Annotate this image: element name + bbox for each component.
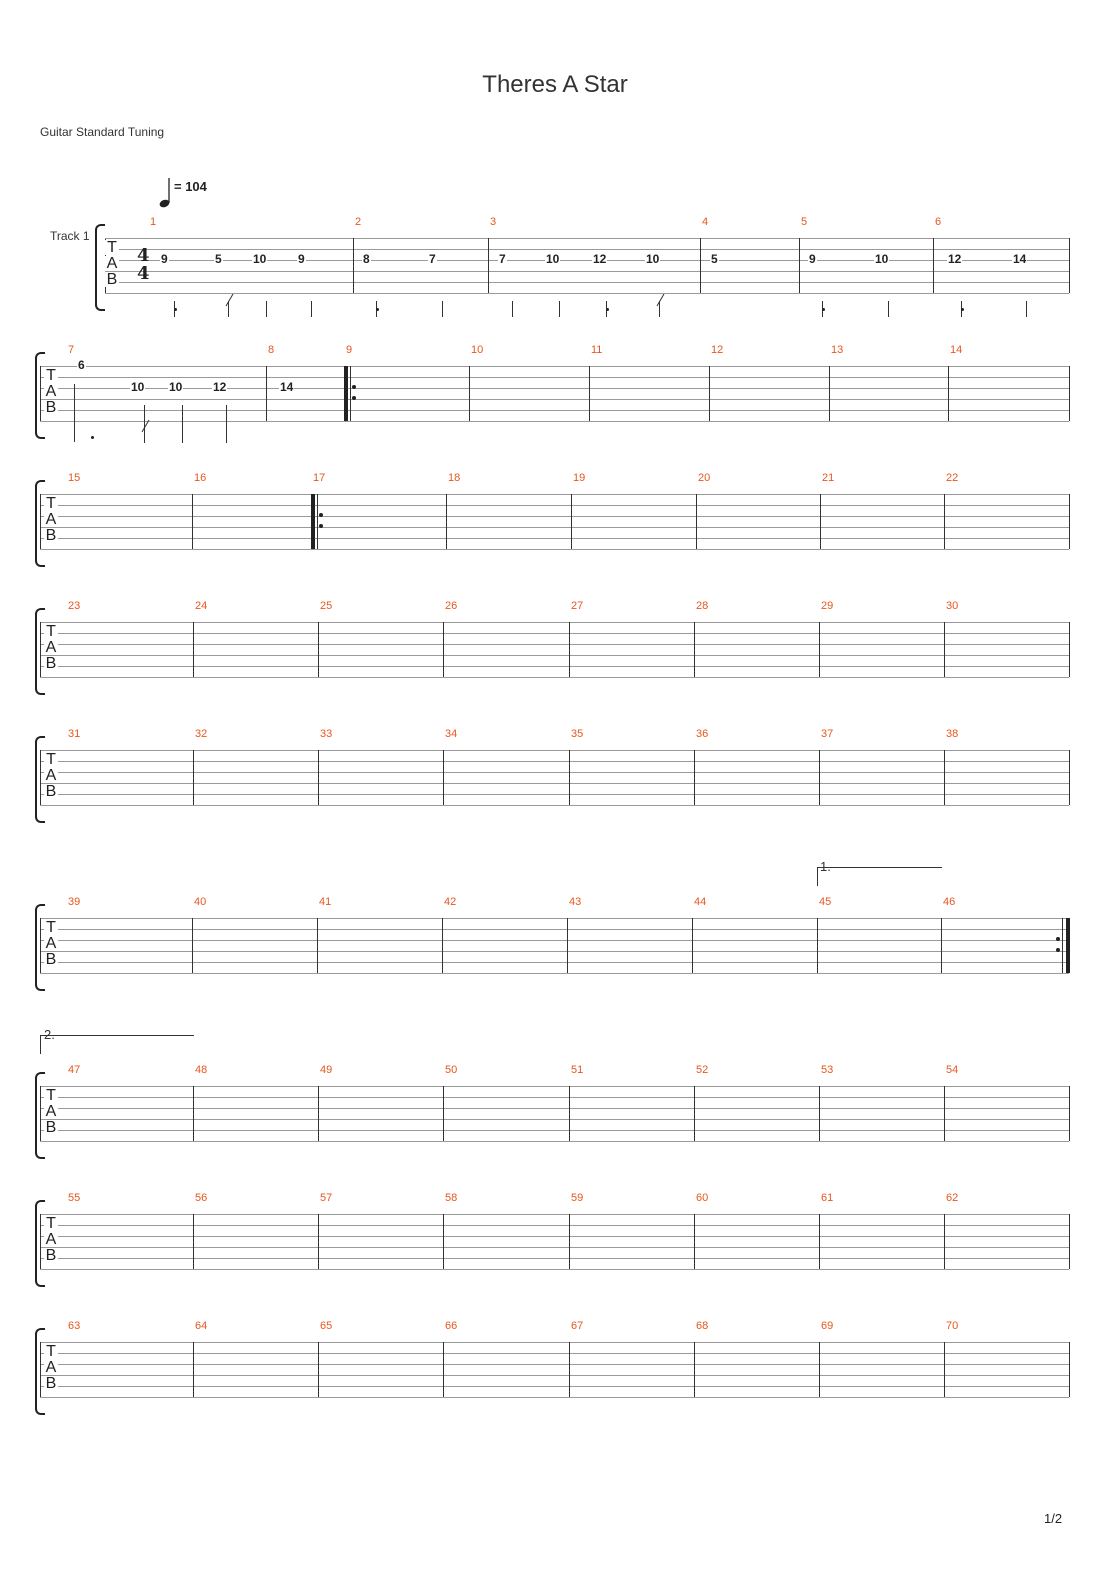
tab-clef-letter: B	[45, 1119, 57, 1136]
fret-number: 6	[78, 358, 85, 372]
tab-string	[40, 929, 1069, 930]
measure-number: 13	[831, 344, 844, 356]
measure-number: 60	[696, 1192, 709, 1204]
measure-barline	[317, 918, 318, 973]
time-signature-bottom: 4	[137, 263, 150, 284]
measure-number: 40	[194, 896, 207, 908]
measure-barline	[709, 366, 710, 421]
tab-clef-letter: B	[45, 1247, 57, 1264]
tab-clef-letter: B	[45, 783, 57, 800]
fret-number: 10	[253, 252, 267, 266]
measure-number: 42	[444, 896, 457, 908]
tab-string	[40, 1258, 1069, 1259]
time-signature-top: 4	[137, 245, 150, 266]
fret-number: 5	[711, 252, 718, 266]
volta-label-2: 2.	[44, 1027, 55, 1042]
tab-clef-letter: B	[45, 951, 57, 968]
measure-number: 18	[448, 472, 461, 484]
system-brace	[95, 224, 105, 311]
measure-barline	[692, 918, 693, 973]
tab-string	[40, 1397, 1069, 1398]
measure-barline	[443, 1214, 444, 1269]
tab-string	[40, 655, 1069, 656]
system-end-barline	[1069, 622, 1070, 677]
measure-barline	[819, 1342, 820, 1397]
measure-barline	[193, 1086, 194, 1141]
tab-string	[40, 527, 1069, 528]
measure-number: 1	[150, 216, 157, 228]
measure-number: 69	[821, 1320, 834, 1332]
fret-number: 8	[363, 252, 370, 266]
measure-barline	[569, 1086, 570, 1141]
volta-label-1: 1.	[820, 859, 831, 874]
tab-string	[40, 421, 1069, 422]
tab-clef-letter: A	[45, 1103, 57, 1120]
tab-clef-letter: T	[44, 920, 58, 935]
measure-number: 21	[822, 472, 835, 484]
measure-number: 15	[68, 472, 81, 484]
tab-clef-letter: B	[45, 1375, 57, 1392]
measure-number: 38	[946, 728, 959, 740]
measure-number: 2	[355, 216, 362, 228]
fret-number: 5	[215, 252, 222, 266]
tab-clef-letter: T	[44, 1344, 58, 1359]
measure-number: 58	[445, 1192, 458, 1204]
measure-number: 5	[801, 216, 808, 228]
note-flag	[226, 294, 234, 307]
measure-number: 6	[935, 216, 942, 228]
measure-number: 64	[195, 1320, 208, 1332]
measure-barline	[40, 622, 41, 677]
tab-clef-letter: B	[106, 271, 118, 288]
system-end-barline	[1069, 366, 1070, 421]
system-end-barline	[1069, 750, 1070, 805]
page-title: Theres A Star	[482, 71, 628, 98]
tab-string	[40, 794, 1069, 795]
tab-string	[40, 940, 1069, 941]
measure-barline	[700, 238, 701, 293]
repeat-start-thin-bar	[317, 494, 318, 549]
tab-clef-letter: T	[44, 1216, 58, 1231]
measure-number: 4	[702, 216, 709, 228]
fret-number: 10	[875, 252, 889, 266]
measure-barline	[443, 1086, 444, 1141]
measure-number: 43	[569, 896, 582, 908]
measure-barline	[694, 1214, 695, 1269]
measure-number: 57	[320, 1192, 333, 1204]
system-end-barline	[1069, 494, 1070, 549]
tab-string	[40, 772, 1069, 773]
tab-clef-letter: B	[45, 399, 57, 416]
tab-string	[40, 962, 1069, 963]
note-stem	[512, 301, 513, 317]
measure-number: 51	[571, 1064, 584, 1076]
tab-clef-letter: A	[45, 1359, 57, 1376]
measure-number: 11	[591, 344, 603, 356]
tab-string	[105, 260, 1069, 261]
measure-barline	[571, 494, 572, 549]
tab-string	[40, 377, 1069, 378]
system-end-barline	[1069, 1086, 1070, 1141]
measure-number: 63	[68, 1320, 81, 1332]
measure-number: 49	[320, 1064, 333, 1076]
note-stem	[182, 405, 183, 443]
measure-barline	[193, 622, 194, 677]
measure-number: 34	[445, 728, 458, 740]
measure-number: 8	[268, 344, 275, 356]
measure-number: 9	[346, 344, 353, 356]
measure-barline	[193, 750, 194, 805]
measure-number: 56	[195, 1192, 208, 1204]
tab-string	[40, 549, 1069, 550]
measure-barline	[696, 494, 697, 549]
tab-string	[40, 1386, 1069, 1387]
tab-clef-letter: A	[106, 255, 118, 272]
tab-string	[40, 951, 1069, 952]
tab-clef-letter: A	[45, 935, 57, 952]
note-stem	[266, 301, 267, 317]
measure-number: 48	[195, 1064, 208, 1076]
measure-number: 52	[696, 1064, 709, 1076]
note-stem	[559, 301, 560, 317]
tab-clef-letter: B	[45, 655, 57, 672]
measure-barline	[488, 238, 489, 293]
measure-barline	[944, 622, 945, 677]
tab-clef-letter: T	[44, 496, 58, 511]
measure-barline	[193, 1342, 194, 1397]
tab-string	[40, 1141, 1069, 1142]
tab-string	[40, 1364, 1069, 1365]
measure-barline	[353, 238, 354, 293]
tab-clef-letter: T	[44, 1088, 58, 1103]
tab-string	[40, 538, 1069, 539]
measure-number: 35	[571, 728, 584, 740]
fret-number: 9	[161, 252, 168, 266]
measure-barline	[443, 750, 444, 805]
repeat-start-thick-bar	[344, 366, 348, 421]
tab-string	[40, 644, 1069, 645]
measure-barline	[694, 1342, 695, 1397]
repeat-start-thin-bar	[350, 366, 351, 421]
measure-number: 26	[445, 600, 458, 612]
measure-number: 31	[68, 728, 81, 740]
measure-number: 50	[445, 1064, 458, 1076]
measure-number: 44	[694, 896, 707, 908]
measure-barline	[40, 1086, 41, 1141]
measure-number: 12	[711, 344, 724, 356]
tab-string	[105, 271, 1069, 272]
repeat-dot	[319, 524, 323, 528]
measure-barline	[819, 1086, 820, 1141]
measure-number: 25	[320, 600, 333, 612]
dotted-rhythm-dot	[91, 436, 94, 439]
tab-clef-letter: B	[45, 527, 57, 544]
measure-number: 33	[320, 728, 333, 740]
tab-string	[40, 761, 1069, 762]
measure-barline	[819, 1214, 820, 1269]
tab-string	[105, 282, 1069, 283]
tab-string	[40, 399, 1069, 400]
measure-barline	[694, 750, 695, 805]
measure-number: 47	[68, 1064, 81, 1076]
note-stem	[74, 384, 75, 442]
dotted-rhythm-dot	[376, 308, 379, 311]
measure-number: 17	[313, 472, 326, 484]
measure-barline	[829, 366, 830, 421]
volta-bracket-2	[40, 1035, 194, 1054]
fret-number: 14	[280, 380, 294, 394]
fret-number: 10	[131, 380, 145, 394]
measure-number: 28	[696, 600, 709, 612]
page-number: 1/2	[1044, 1511, 1063, 1526]
tab-string	[40, 805, 1069, 806]
measure-number: 53	[821, 1064, 834, 1076]
tab-clef-letter: A	[45, 383, 57, 400]
tab-string	[40, 666, 1069, 667]
measure-barline	[944, 1086, 945, 1141]
measure-barline	[40, 1214, 41, 1269]
measure-number: 20	[698, 472, 711, 484]
quarter-note-icon	[158, 176, 172, 215]
note-stem	[1026, 301, 1027, 317]
tempo-value: = 104	[174, 179, 207, 194]
measure-barline	[318, 750, 319, 805]
tab-string	[40, 1342, 1069, 1343]
tab-string	[40, 1108, 1069, 1109]
measure-number: 24	[195, 600, 208, 612]
tab-string	[40, 388, 1069, 389]
measure-number: 3	[490, 216, 497, 228]
tab-string	[40, 516, 1069, 517]
tab-clef-letter: A	[45, 767, 57, 784]
measure-number: 41	[319, 896, 332, 908]
measure-barline	[40, 750, 41, 805]
fret-number: 10	[169, 380, 183, 394]
measure-barline	[40, 366, 41, 421]
tab-string	[40, 1097, 1069, 1098]
note-stem	[442, 301, 443, 317]
measure-barline	[469, 366, 470, 421]
measure-barline	[820, 494, 821, 549]
repeat-dot	[319, 513, 323, 517]
fret-number: 12	[593, 252, 607, 266]
tab-string	[40, 1086, 1069, 1087]
tab-string	[105, 293, 1069, 294]
measure-barline	[569, 622, 570, 677]
note-flag	[657, 294, 665, 307]
measure-barline	[443, 622, 444, 677]
measure-barline	[40, 494, 41, 549]
measure-barline	[819, 622, 820, 677]
measure-barline	[193, 1214, 194, 1269]
measure-barline	[40, 918, 41, 973]
tab-string	[40, 622, 1069, 623]
measure-barline	[569, 1342, 570, 1397]
tab-string	[40, 505, 1069, 506]
measure-number: 46	[943, 896, 956, 908]
repeat-end-thin-bar	[1062, 918, 1063, 973]
measure-barline	[443, 1342, 444, 1397]
measure-barline	[569, 1214, 570, 1269]
tab-clef-letter: A	[45, 1231, 57, 1248]
tab-string	[40, 1247, 1069, 1248]
dotted-rhythm-dot	[822, 308, 825, 311]
tab-string	[40, 677, 1069, 678]
repeat-dot	[1056, 937, 1060, 941]
measure-barline	[944, 750, 945, 805]
measure-barline	[948, 366, 949, 421]
system-end-barline	[1069, 1342, 1070, 1397]
measure-number: 54	[946, 1064, 959, 1076]
tab-string	[40, 750, 1069, 751]
measure-barline	[318, 1086, 319, 1141]
volta-bracket-1	[817, 867, 942, 886]
measure-number: 55	[68, 1192, 81, 1204]
measure-number: 23	[68, 600, 81, 612]
measure-barline	[694, 1086, 695, 1141]
measure-barline	[567, 918, 568, 973]
fret-number: 14	[1013, 252, 1027, 266]
measure-barline	[318, 1214, 319, 1269]
measure-number: 59	[571, 1192, 584, 1204]
dotted-rhythm-dot	[961, 308, 964, 311]
system-end-barline	[1069, 238, 1070, 293]
measure-barline	[817, 918, 818, 973]
tab-string	[40, 1353, 1069, 1354]
measure-barline	[944, 1214, 945, 1269]
tab-string	[40, 410, 1069, 411]
note-stem	[228, 301, 229, 317]
tab-clef-letter: T	[44, 368, 58, 383]
measure-number: 65	[320, 1320, 333, 1332]
tab-string	[40, 973, 1069, 974]
measure-number: 10	[471, 344, 484, 356]
tab-string	[40, 494, 1069, 495]
tab-string	[40, 633, 1069, 634]
tab-clef-letter: T	[105, 240, 119, 255]
measure-number: 27	[571, 600, 584, 612]
fret-number: 9	[809, 252, 816, 266]
tab-string	[40, 1225, 1069, 1226]
tab-string	[40, 1130, 1069, 1131]
measure-number: 70	[946, 1320, 959, 1332]
measure-number: 29	[821, 600, 834, 612]
measure-barline	[446, 494, 447, 549]
tab-string	[40, 1375, 1069, 1376]
measure-number: 37	[821, 728, 834, 740]
fret-number: 12	[948, 252, 962, 266]
tab-string	[105, 238, 1069, 239]
tab-string	[40, 1269, 1069, 1270]
measure-barline	[266, 366, 267, 421]
track-name: Track 1	[50, 229, 90, 243]
measure-number: 39	[68, 896, 81, 908]
measure-number: 67	[571, 1320, 584, 1332]
measure-barline	[819, 750, 820, 805]
repeat-dot	[352, 396, 356, 400]
measure-number: 45	[819, 896, 832, 908]
measure-number: 16	[194, 472, 207, 484]
measure-number: 7	[68, 344, 75, 356]
fret-number: 7	[429, 252, 436, 266]
measure-barline	[40, 1342, 41, 1397]
measure-number: 19	[573, 472, 586, 484]
measure-barline	[192, 494, 193, 549]
measure-barline	[192, 918, 193, 973]
measure-barline	[694, 622, 695, 677]
tab-string	[40, 1236, 1069, 1237]
measure-barline	[944, 494, 945, 549]
measure-barline	[944, 1342, 945, 1397]
measure-barline	[933, 238, 934, 293]
dotted-rhythm-dot	[174, 308, 177, 311]
measure-number: 22	[946, 472, 959, 484]
tab-clef-letter: A	[45, 639, 57, 656]
dotted-rhythm-dot	[606, 308, 609, 311]
note-stem	[659, 301, 660, 317]
fret-number: 10	[646, 252, 660, 266]
repeat-dot	[352, 385, 356, 389]
measure-barline	[442, 918, 443, 973]
fret-number: 12	[213, 380, 227, 394]
measure-barline	[318, 1342, 319, 1397]
measure-barline	[799, 238, 800, 293]
tab-string	[40, 366, 1069, 367]
measure-number: 36	[696, 728, 709, 740]
measure-barline	[569, 750, 570, 805]
tab-string	[105, 249, 1069, 250]
measure-barline	[941, 918, 942, 973]
measure-barline	[318, 622, 319, 677]
fret-number: 7	[499, 252, 506, 266]
measure-number: 68	[696, 1320, 709, 1332]
note-stem	[226, 405, 227, 443]
tab-clef-letter: T	[44, 624, 58, 639]
tab-string	[40, 783, 1069, 784]
tab-clef-letter: A	[45, 511, 57, 528]
system-end-barline	[1069, 1214, 1070, 1269]
tab-string	[40, 918, 1069, 919]
measure-number: 66	[445, 1320, 458, 1332]
fret-number: 10	[546, 252, 560, 266]
tuning-label: Guitar Standard Tuning	[40, 125, 165, 139]
note-stem	[311, 301, 312, 317]
repeat-end-thick-bar	[1066, 918, 1070, 973]
tab-string	[40, 1119, 1069, 1120]
repeat-start-thick-bar	[311, 494, 315, 549]
measure-number: 14	[950, 344, 963, 356]
note-stem	[888, 301, 889, 317]
measure-number: 62	[946, 1192, 959, 1204]
fret-number: 9	[298, 252, 305, 266]
measure-number: 30	[946, 600, 959, 612]
tab-string	[40, 1214, 1069, 1215]
measure-number: 61	[821, 1192, 834, 1204]
repeat-dot	[1056, 948, 1060, 952]
tab-clef-letter: T	[44, 752, 58, 767]
measure-number: 32	[195, 728, 208, 740]
measure-barline	[589, 366, 590, 421]
